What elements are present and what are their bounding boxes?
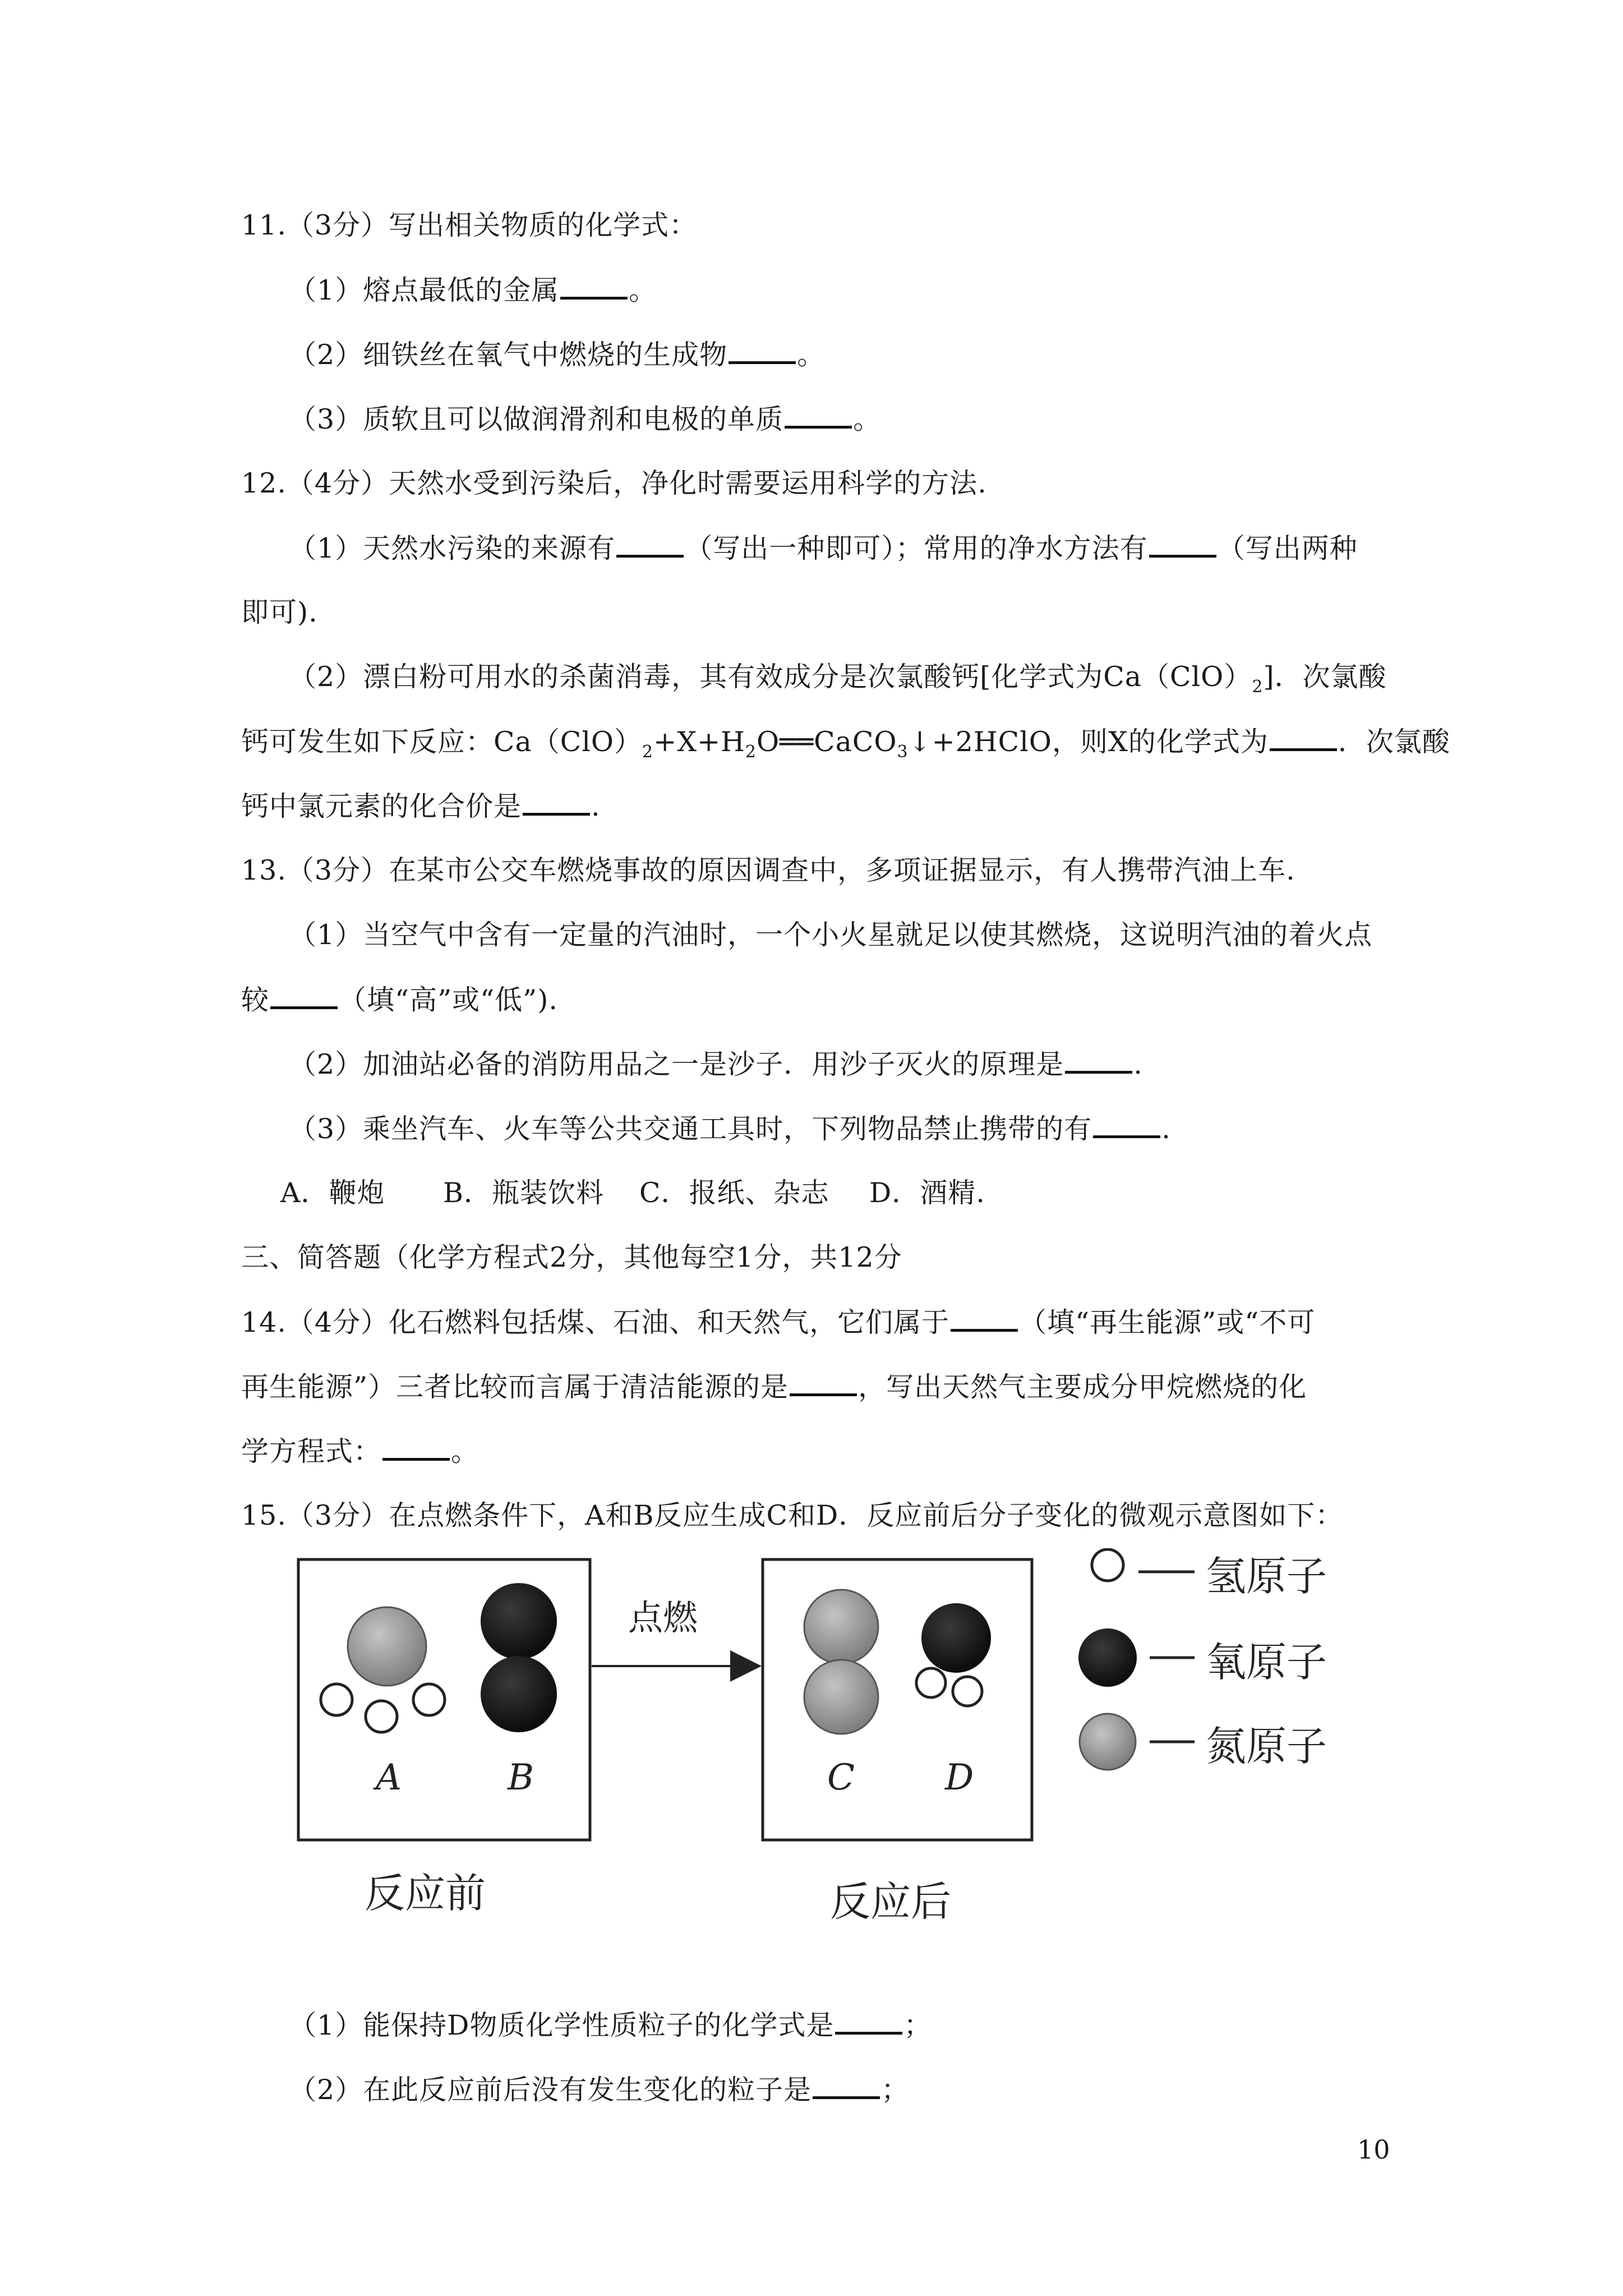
q12-part1-cont: 即可). <box>241 596 318 628</box>
legend-hydrogen-label: 氢原子 <box>1206 1553 1327 1600</box>
q15-part2: （2）在此反应前后没有发生变化的粒子是 ； <box>289 2074 910 2106</box>
q12-stem: 12.（4分）天然水受到污染后，净化时需要运用科学的方法. <box>241 467 987 499</box>
legend-hydrogen-icon <box>1092 1549 1123 1581</box>
oxygen-atom <box>921 1603 991 1673</box>
q11-part3: （3）质软且可以做润滑剂和电极的单质 。 <box>289 403 882 435</box>
answer-blank[interactable] <box>1149 531 1216 558</box>
page-number: 10 <box>1357 2134 1390 2165</box>
answer-blank[interactable] <box>728 338 796 364</box>
q12-part2-cont: 钙中氯元素的化合价是 . <box>241 790 601 822</box>
molecule-d <box>916 1603 991 1706</box>
q12-part1: （1）天然水污染的来源有 （写出一种即可）；常用的净水方法有 （写出两种 <box>289 532 1358 564</box>
answer-blank[interactable] <box>523 789 590 816</box>
legend <box>1078 1549 1327 1770</box>
label-d: D <box>945 1757 974 1798</box>
label-after: 反应后 <box>830 1878 952 1925</box>
answer-blank[interactable] <box>835 2008 902 2035</box>
q11-stem: 11.（3分）写出相关物质的化学式： <box>241 209 698 241</box>
oxygen-atom <box>481 1656 557 1732</box>
q13-option-a[interactable]: A．鞭炮 <box>280 1177 385 1209</box>
q14-line2: 再生能源”）三者比较而言属于清洁能源的是 ，写出天然气主要成分甲烷燃烧的化 <box>241 1371 1307 1403</box>
legend-nitrogen-icon <box>1080 1714 1136 1770</box>
label-c: C <box>827 1757 855 1798</box>
molecule-c <box>804 1590 878 1734</box>
answer-blank[interactable] <box>382 1434 450 1461</box>
legend-oxygen-icon <box>1078 1628 1137 1687</box>
hydrogen-atom <box>916 1668 946 1697</box>
nitrogen-atom <box>348 1607 426 1686</box>
q13-part3: （3）乘坐汽车、火车等公共交通工具时，下列物品禁止携带的有 . <box>289 1113 1171 1145</box>
nitrogen-atom <box>804 1660 878 1734</box>
answer-blank[interactable] <box>785 402 852 429</box>
q13-part1-cont: 较 （填“高”或“低”). <box>241 984 558 1016</box>
q12-part2: （2）漂白粉可用水的杀菌消毒，其有效成分是次氯酸钙[化学式为$Ca(ClO)_2$]．次氯酸 <box>289 661 1387 697</box>
answer-blank[interactable] <box>1093 1112 1160 1138</box>
section-heading: 三、简答题（化学方程式2分，其他每空1分，共12分 <box>241 1241 902 1273</box>
q13-part2: （2）加油站必备的消防用品之一是沙子．用沙子灭火的原理是 . <box>289 1048 1143 1080</box>
molecule-b <box>481 1583 557 1732</box>
q14-line1: 14.（4分）化石燃料包括煤、石油、和天然气，它们属于 （填“再生能源”或“不可 <box>241 1306 1316 1338</box>
hydrogen-atom <box>953 1677 982 1706</box>
after-box <box>763 1559 1032 1840</box>
molecule-a <box>321 1607 445 1732</box>
q13-option-d[interactable]: D．酒精. <box>869 1177 985 1209</box>
q13-option-c[interactable]: C．报纸、杂志 <box>639 1177 829 1209</box>
answer-blank[interactable] <box>790 1370 857 1396</box>
hydrogen-atom <box>413 1684 445 1715</box>
q13-option-b[interactable]: B．瓶装饮料 <box>443 1177 605 1209</box>
legend-oxygen-label: 氧原子 <box>1206 1639 1327 1686</box>
hydrogen-atom <box>366 1701 397 1732</box>
reaction-micro-diagram <box>292 1548 1458 1941</box>
q13-stem: 13.（3分）在某市公交车燃烧事故的原因调查中，多项证据显示，有人携带汽油上车. <box>241 854 1295 886</box>
q15-part1: （1）能保持D物质化学性质粒子的化学式是 ； <box>289 2009 932 2041</box>
label-before: 反应前 <box>365 1870 486 1917</box>
nitrogen-atom <box>804 1590 878 1664</box>
arrow-label: 点燃 <box>628 1597 698 1638</box>
q15-stem: 15.（3分）在点燃条件下，A和B反应生成C和D．反应前后分子变化的微观示意图如下： <box>241 1499 1344 1531</box>
answer-blank[interactable] <box>270 983 338 1009</box>
answer-blank[interactable] <box>616 531 684 558</box>
answer-blank[interactable] <box>560 273 628 300</box>
hydrogen-atom <box>321 1684 352 1715</box>
q14-line3: 学方程式： 。 <box>241 1435 479 1467</box>
answer-blank[interactable] <box>813 2073 880 2099</box>
label-b: B <box>508 1757 534 1798</box>
label-a: A <box>376 1757 402 1798</box>
oxygen-atom <box>481 1583 557 1659</box>
q11-part2: （2）细铁丝在氧气中燃烧的生成物 。 <box>289 339 826 371</box>
q11-part1: （1）熔点最低的金属 。 <box>289 274 657 306</box>
q12-part2-equation: 钙可发生如下反应：$Ca(ClO)_2+X+H_2O══CaCO_3↓+2HClO$，则X的化学式为 ．次氯酸 <box>241 726 1450 762</box>
legend-nitrogen-label: 氮原子 <box>1206 1723 1327 1770</box>
q13-part1: （1）当空气中含有一定量的汽油时，一个小火星就足以使其燃烧，这说明汽油的着火点 <box>289 919 1373 951</box>
answer-blank[interactable] <box>951 1305 1018 1332</box>
answer-blank[interactable] <box>1270 725 1337 751</box>
answer-blank[interactable] <box>1065 1047 1132 1074</box>
